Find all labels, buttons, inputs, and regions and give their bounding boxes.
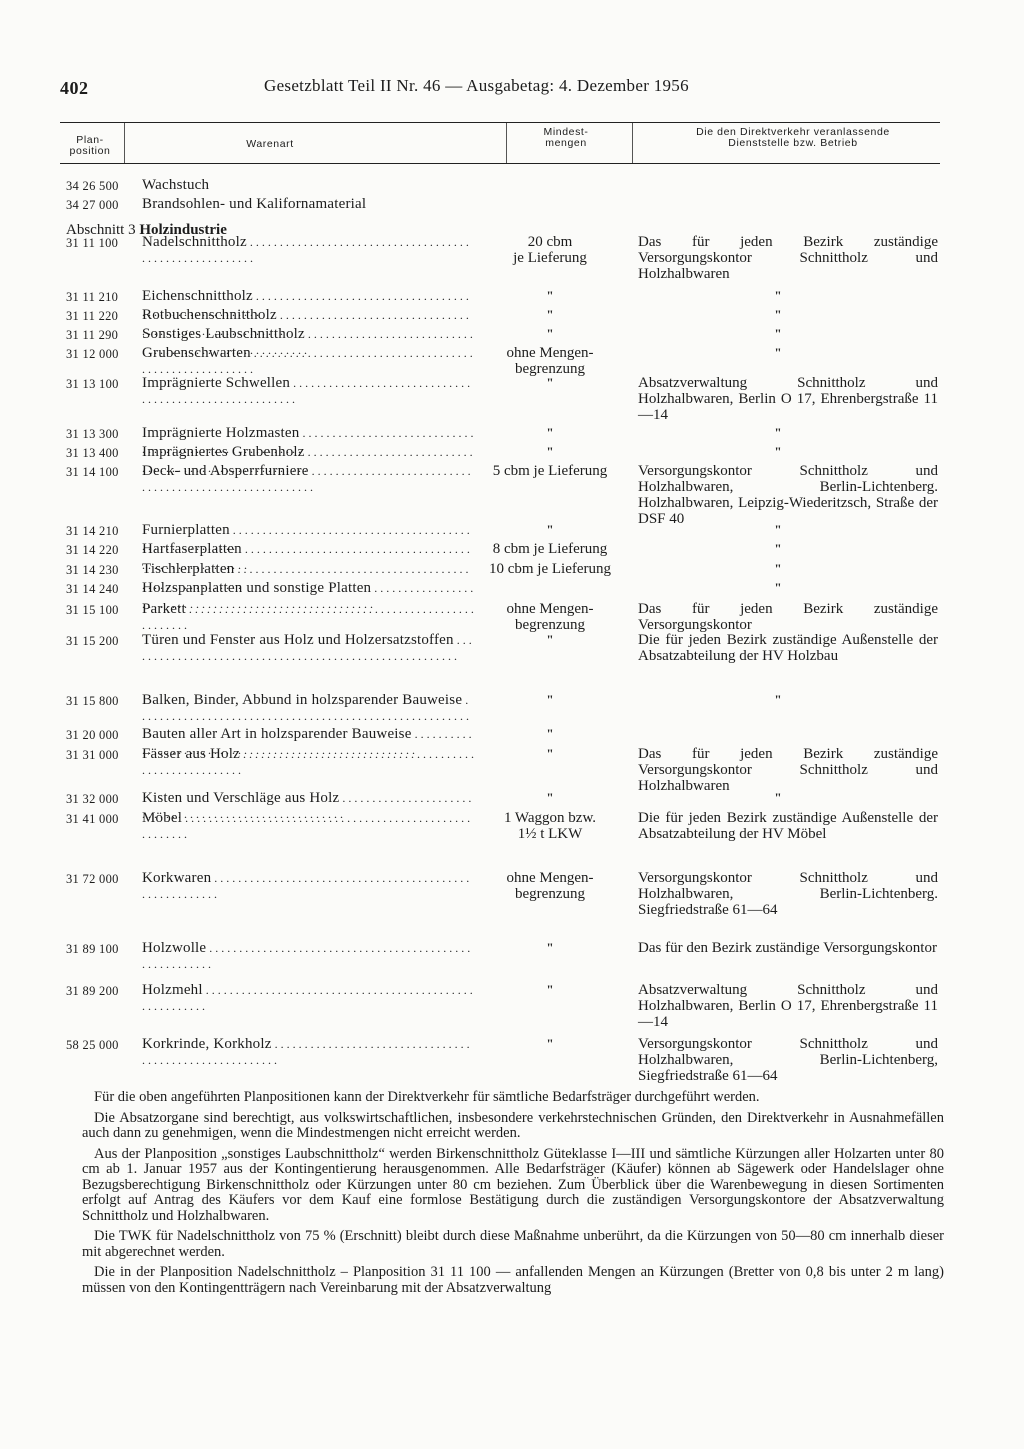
dienststelle: Versorgungskontor Schnittholz und Holzhalbwaren, Berlin-Lichtenberg. Siegfriedstraße 61—64 [638,870,938,918]
mindestmenge: " [546,790,554,805]
footnote-paragraph: Für die oben angeführten Planpositionen kann der Direktverkehr für sämtliche Bedarfsträger durchgeführt werden. [94,1089,760,1105]
plan-position: 31 14 240 [66,582,119,596]
warenart: Balken, Binder, Abbund in holzsparender Bauweise . . . [142,692,474,724]
mindestmenge: " [546,444,554,459]
dienststelle: Das für jeden Bezirk zuständige Versorgungskontor Schnittholz und Holzhalbwaren [638,746,938,794]
warenart: Rotbuchenschnittholz . . . [142,307,474,339]
page-header [60,76,960,104]
plan-position: 58 25 000 [66,1038,119,1052]
dienststelle: " [774,692,782,707]
mindestmenge: " [546,288,554,303]
plan-position: 31 14 230 [66,563,119,577]
warenart: Parkett . . . [142,601,474,633]
warenart: Nadelschnittholz . . . [142,234,474,266]
dienststelle: Das für jeden Bezirk zuständige Versorgungskontor Schnittholz und Holzhalbwaren [638,234,938,282]
mindestmenge: " [546,326,554,341]
dienststelle: Absatzverwaltung Schnittholz und Holzhalbwaren, Berlin O 17, Ehrenbergstraße 11—14 [638,982,938,1030]
dienststelle: Das für den Bezirk zuständige Versorgungskontor [638,940,937,956]
mindestmenge: ohne Mengen- begrenzung [506,601,594,633]
warenart: Imprägnierte Schwellen . . . [142,375,474,407]
plan-position: 31 14 210 [66,524,119,538]
plan-position: 31 31 000 [66,748,119,762]
mindestmenge: " [546,522,554,537]
dienststelle: Versorgungskontor Schnittholz und Holzhalbwaren, Berlin-Lichtenberg. Holzhalbwaren, Leipzig-Wiederitzsch, Straße der DSF 40 [638,463,938,527]
table-header [60,122,940,164]
plan-position: 31 11 290 [66,328,119,342]
plan-position: 31 15 100 [66,603,119,617]
dienststelle: Absatzverwaltung Schnittholz und Holzhalbwaren, Berlin O 17, Ehrenbergstraße 11—14 [638,375,938,423]
dienststelle: Das für jeden Bezirk zuständige Versorgungskontor [638,601,938,633]
column-header-mindestmengen: Mindest- mengen [543,126,589,149]
mindestmenge: 5 cbm je Lieferung [492,463,608,479]
warenart: Furnierplatten . . . [142,522,474,554]
warenart: Bauten aller Art in holzsparender Bauweise . . . [142,726,474,758]
warenart: Möbel . . . [142,810,474,842]
footnotes [82,1090,944,1301]
warenart: Hartfaserplatten . . . [142,541,474,573]
mindestmenge: " [546,982,554,997]
page-title: Gesetzblatt Teil II Nr. 46 — Ausgabetag: 4. Dezember 1956 [264,76,689,95]
mindestmenge: " [546,692,554,707]
plan-position: 31 20 000 [66,728,119,742]
dienststelle: " [774,326,782,341]
dienststelle: Die für jeden Bezirk zuständige Außenstelle der Absatzabteilung der HV Holzbau [638,632,938,664]
footnote-paragraph: Aus der Planposition „sonstiges Laubschnittholz“ werden Birkenschnittholz Güteklasse I—III und sämtliche Kürzungen aller Holzarten unter 80 cm ab 1. Januar 1957 aus der Kontingentierung herausgenommen. Alle Bedarfsträger (Käufer) können ab Sägewerk oder Handelslager ohne Bezugsberechtigung Birkenschnittholz oder Kürzungen unter 80 cm beziehen. Zum Überblick über die Warenbewegung in diesen Sortimenten erfolgt auf Antrag des Käufers vor dem Kauf eine formlose Bestätigung durch die zuständigen Versorgungskontore der Absatzverwaltung Schnittholz und Holzhalbwaren. [82,1145,944,1224]
plan-position: 31 12 000 [66,347,119,361]
dienststelle: " [774,790,782,805]
warenart: Kisten und Verschläge aus Holz . . . [142,790,474,822]
warenart: Holzmehl . . . [142,982,474,1014]
warenart: Brandsohlen- und Kalifornamaterial [142,196,367,212]
dienststelle: " [774,522,782,537]
plan-position: 31 32 000 [66,792,119,806]
warenart: Eichenschnittholz . . . [142,288,474,320]
plan-position: 31 11 220 [66,309,119,323]
warenart: Wachstuch [142,177,210,193]
mindestmenge: ohne Mengen- begrenzung [506,870,594,902]
plan-position: 31 89 200 [66,984,119,998]
plan-position: 34 27 000 [66,198,119,212]
plan-position: 31 13 100 [66,377,119,391]
mindestmenge: " [546,940,554,955]
plan-position: 31 15 200 [66,634,119,648]
plan-position: 31 15 800 [66,694,119,708]
warenart: Imprägniertes Grubenholz . . . [142,444,474,476]
warenart: Tischlerplatten . . . [142,561,474,593]
dienststelle: " [774,561,782,576]
dienststelle: " [774,444,782,459]
mindestmenge: 8 cbm je Lieferung [492,541,608,557]
footnote-paragraph: Die Absatzorgane sind berechtigt, aus volkswirtschaftlichen, insbesondere verkehrstechnischen Gründen, den Direktverkehr in Ausnahmefällen auch dann zu genehmigen, wenn die Mindestmengen nicht erreicht werden. [82,1109,944,1141]
plan-position: 31 89 100 [66,942,119,956]
dienststelle: Die für jeden Bezirk zuständige Außenstelle der Absatzabteilung der HV Möbel [638,810,938,842]
warenart: Korkrinde, Korkholz . . . [142,1036,474,1068]
plan-position: 31 14 100 [66,465,119,479]
mindestmenge: " [546,425,554,440]
mindestmenge: " [546,746,554,761]
plan-position: 31 14 220 [66,543,119,557]
footnote-paragraph: Die TWK für Nadelschnittholz von 75 % (Erschnitt) bleibt durch diese Maßnahme unberührt, da die Kürzungen von 50—80 cm innerhalb dieser mit abgerechnet werden. [82,1228,944,1260]
dienststelle: " [774,307,782,322]
plan-position: 31 13 400 [66,446,119,460]
plan-position: 31 11 100 [66,236,119,250]
dienststelle: " [774,580,782,595]
dienststelle: " [774,288,782,303]
plan-position: 31 11 210 [66,290,119,304]
section-title: Abschnitt 3 Holzindustrie [66,222,227,238]
mindestmenge: " [546,1036,554,1051]
warenart: Fässer aus Holz . . . [142,746,474,778]
warenart: Holzspanplatten und sonstige Platten . . . [142,580,474,612]
mindestmenge: " [546,307,554,322]
plan-position: 34 26 500 [66,179,119,193]
warenart: Deck- und Absperrfurniere . . . [142,463,474,495]
mindestmenge: " [546,375,554,390]
plan-position: 31 41 000 [66,812,119,826]
dienststelle: Versorgungskontor Schnittholz und Holzhalbwaren, Berlin-Lichtenberg, Siegfriedstraße 61—64 [638,1036,938,1084]
column-header-ware: Warenart [246,138,294,150]
warenart: Sonstiges Laubschnittholz . . . [142,326,474,358]
plan-position: 31 72 000 [66,872,119,886]
dienststelle: " [774,541,782,556]
column-header-plan: Plan- position [69,134,111,157]
warenart: Grubenschwarten . . . [142,345,474,377]
warenart: Imprägnierte Holzmasten . . . [142,425,474,457]
footnote-paragraph: Die in der Planposition Nadelschnittholz – Planposition 31 11 100 — anfallenden Mengen an Kürzungen (Bretter von 0,8 bis unter 2 m lang) müssen von den Kontingentträgern nach Vereinbarung mit der Absatzverwaltung [82,1264,944,1296]
page-number: 402 [60,78,89,98]
mindestmenge: 1 Waggon bzw. 1½ t LKW [503,810,597,842]
warenart: Holzwolle . . . [142,940,474,972]
dienststelle: " [774,425,782,440]
column-header-dienststelle: Die den Direktverkehr veranlassende Dienststelle bzw. Betrieb [696,126,890,149]
mindestmenge: ohne Mengen- begrenzung [506,345,594,377]
dienststelle: " [774,345,782,360]
mindestmenge: " [546,726,554,741]
plan-position: 31 13 300 [66,427,119,441]
mindestmenge: 20 cbm je Lieferung [513,234,587,266]
mindestmenge: 10 cbm je Lieferung [488,561,612,577]
mindestmenge: " [546,632,554,647]
warenart: Korkwaren . . . [142,870,474,902]
warenart: Türen und Fenster aus Holz und Holzersatzstoffen . . . [142,632,474,664]
